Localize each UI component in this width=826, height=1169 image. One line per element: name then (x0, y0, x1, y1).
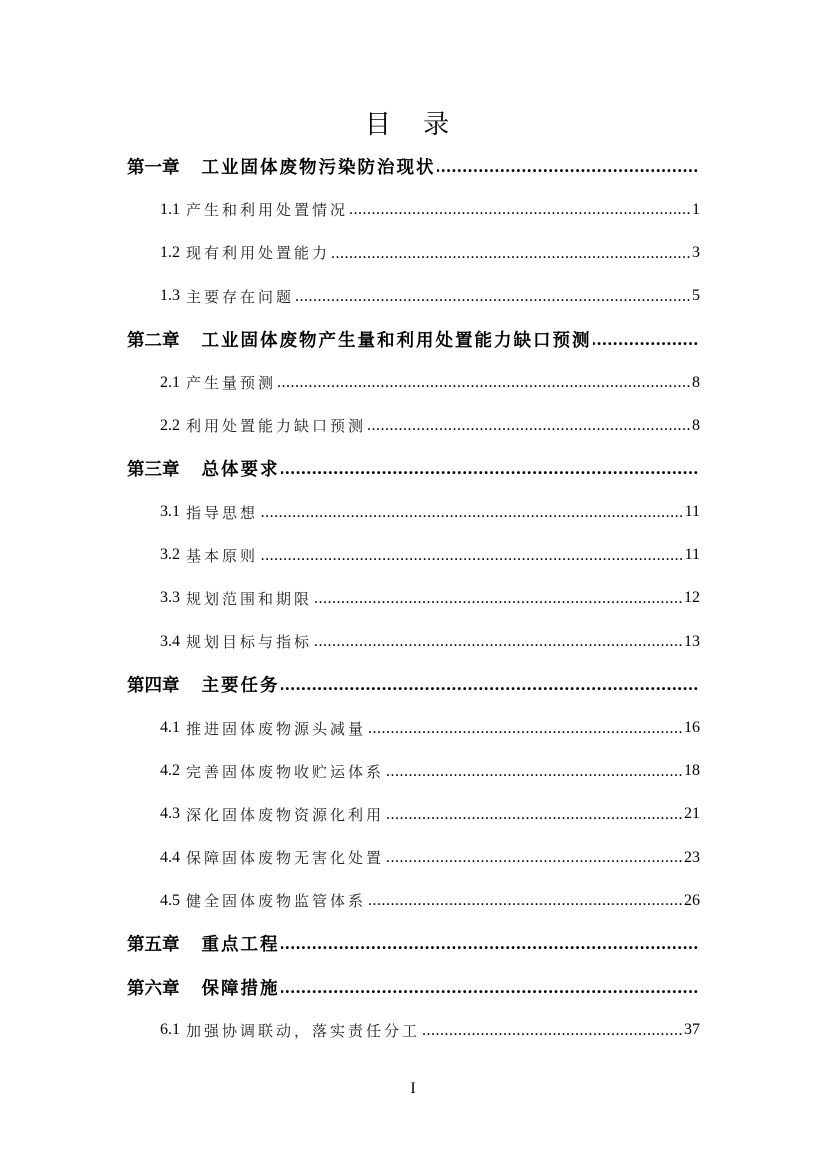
entry-page-number: 16 (684, 719, 700, 737)
entry-title: 重点工程 (201, 935, 280, 956)
entry-number: 第一章 (127, 158, 180, 179)
dot-leader (367, 891, 683, 910)
entry-title: 产生和利用处置情况 (186, 201, 349, 220)
toc-section-entry[interactable] (127, 188, 700, 231)
entry-title: 工业固体废物产生量和利用处置能力缺口预测 (201, 330, 592, 351)
toc-section-entry[interactable] (127, 491, 700, 534)
entry-page-number: 23 (684, 848, 700, 866)
dot-leader (277, 373, 691, 392)
toc-section-entry[interactable] (127, 836, 700, 879)
toc-title: 目 录 (364, 110, 462, 140)
dot-leader (367, 416, 691, 435)
toc-chapter-entry[interactable] (127, 922, 700, 965)
toc-section-entry[interactable] (127, 793, 700, 836)
dot-leader (385, 762, 683, 781)
dot-leader (385, 848, 683, 867)
toc-section-entry[interactable] (127, 620, 700, 663)
entry-title: 深化固体废物资源化利用 (186, 805, 385, 824)
entry-number: 4.5 (160, 891, 180, 909)
entry-title: 健全固体废物监管体系 (186, 892, 367, 911)
dot-leader (313, 632, 683, 651)
entry-number: 第六章 (127, 978, 180, 999)
toc-section-entry[interactable] (127, 404, 700, 447)
entry-page-number: 8 (692, 373, 700, 391)
toc-section-entry[interactable] (127, 361, 700, 404)
toc-chapter-entry[interactable] (127, 318, 700, 361)
entry-number: 3.3 (160, 589, 180, 607)
dot-leader (259, 503, 684, 522)
entry-page-number: 18 (684, 762, 700, 780)
entry-title: 规划目标与指标 (186, 633, 313, 652)
entry-title: 主要任务 (201, 676, 280, 697)
entry-title: 产生量预测 (186, 374, 277, 393)
dot-leader (593, 329, 700, 350)
dot-leader (281, 674, 700, 695)
entry-title: 工业固体废物污染防治现状 (201, 158, 436, 179)
entry-page-number: 11 (684, 546, 700, 564)
entry-number: 2.1 (160, 373, 180, 391)
dot-leader (281, 977, 700, 998)
toc-section-entry[interactable] (127, 1009, 700, 1052)
dot-leader (281, 458, 700, 479)
entry-title: 主要存在问题 (186, 287, 295, 306)
toc-chapter-entry[interactable] (127, 447, 700, 490)
entry-title: 保障固体废物无害化处置 (186, 849, 385, 868)
entry-number: 4.2 (160, 762, 180, 780)
entry-title: 基本原则 (186, 546, 259, 565)
entry-number: 1.3 (160, 287, 180, 305)
entry-title: 完善固体废物收贮运体系 (186, 762, 385, 781)
entry-number: 4.1 (160, 719, 180, 737)
entry-page-number: 13 (684, 632, 700, 650)
toc-section-entry[interactable] (127, 534, 700, 577)
dot-leader (367, 718, 683, 737)
entry-number: 3.1 (160, 503, 180, 521)
entry-title: 现有利用处置能力 (186, 244, 331, 263)
toc-section-entry[interactable] (127, 275, 700, 318)
dot-leader (437, 156, 700, 177)
dot-leader (349, 200, 691, 219)
entry-number: 第三章 (127, 460, 180, 481)
entry-title: 指导思想 (186, 503, 259, 522)
entry-number: 3.2 (160, 546, 180, 564)
toc-chapter-entry[interactable] (127, 663, 700, 706)
toc-chapter-entry[interactable] (127, 966, 700, 1009)
dot-leader (281, 933, 700, 954)
toc-chapter-entry[interactable] (127, 145, 700, 188)
dot-leader (331, 243, 691, 262)
entry-title: 规划范围和期限 (186, 589, 313, 608)
entry-title: 推进固体废物源头减量 (186, 719, 367, 738)
entry-title: 加强协调联动，落实责任分工 (186, 1021, 421, 1040)
entry-page-number: 11 (684, 503, 700, 521)
entry-number: 4.4 (160, 848, 180, 866)
entry-page-number: 12 (684, 589, 700, 607)
entry-page-number: 37 (684, 1021, 700, 1039)
entry-number: 第四章 (127, 676, 180, 697)
entry-page-number: 8 (692, 416, 700, 434)
toc-section-entry[interactable] (127, 750, 700, 793)
page-number: I (410, 1080, 416, 1097)
table-of-contents (127, 145, 700, 1052)
entry-number: 第五章 (127, 935, 180, 956)
entry-page-number: 1 (692, 200, 700, 218)
entry-title: 保障措施 (201, 978, 280, 999)
entry-page-number: 3 (692, 243, 700, 261)
toc-section-entry[interactable] (127, 879, 700, 922)
entry-number: 3.4 (160, 632, 180, 650)
entry-page-number: 5 (692, 287, 700, 305)
entry-page-number: 21 (684, 805, 700, 823)
entry-page-number: 26 (684, 891, 700, 909)
dot-leader (313, 589, 683, 608)
entry-number: 4.3 (160, 805, 180, 823)
entry-number: 2.2 (160, 416, 180, 434)
entry-title: 利用处置能力缺口预测 (186, 417, 367, 436)
entry-number: 第二章 (127, 330, 180, 351)
dot-leader (385, 805, 683, 824)
toc-section-entry[interactable] (127, 231, 700, 274)
entry-title: 总体要求 (201, 460, 280, 481)
toc-section-entry[interactable] (127, 577, 700, 620)
dot-leader (295, 287, 691, 306)
entry-number: 1.2 (160, 243, 180, 261)
dot-leader (259, 546, 684, 565)
entry-number: 6.1 (160, 1021, 180, 1039)
toc-section-entry[interactable] (127, 706, 700, 749)
entry-number: 1.1 (160, 200, 180, 218)
dot-leader (421, 1021, 683, 1040)
